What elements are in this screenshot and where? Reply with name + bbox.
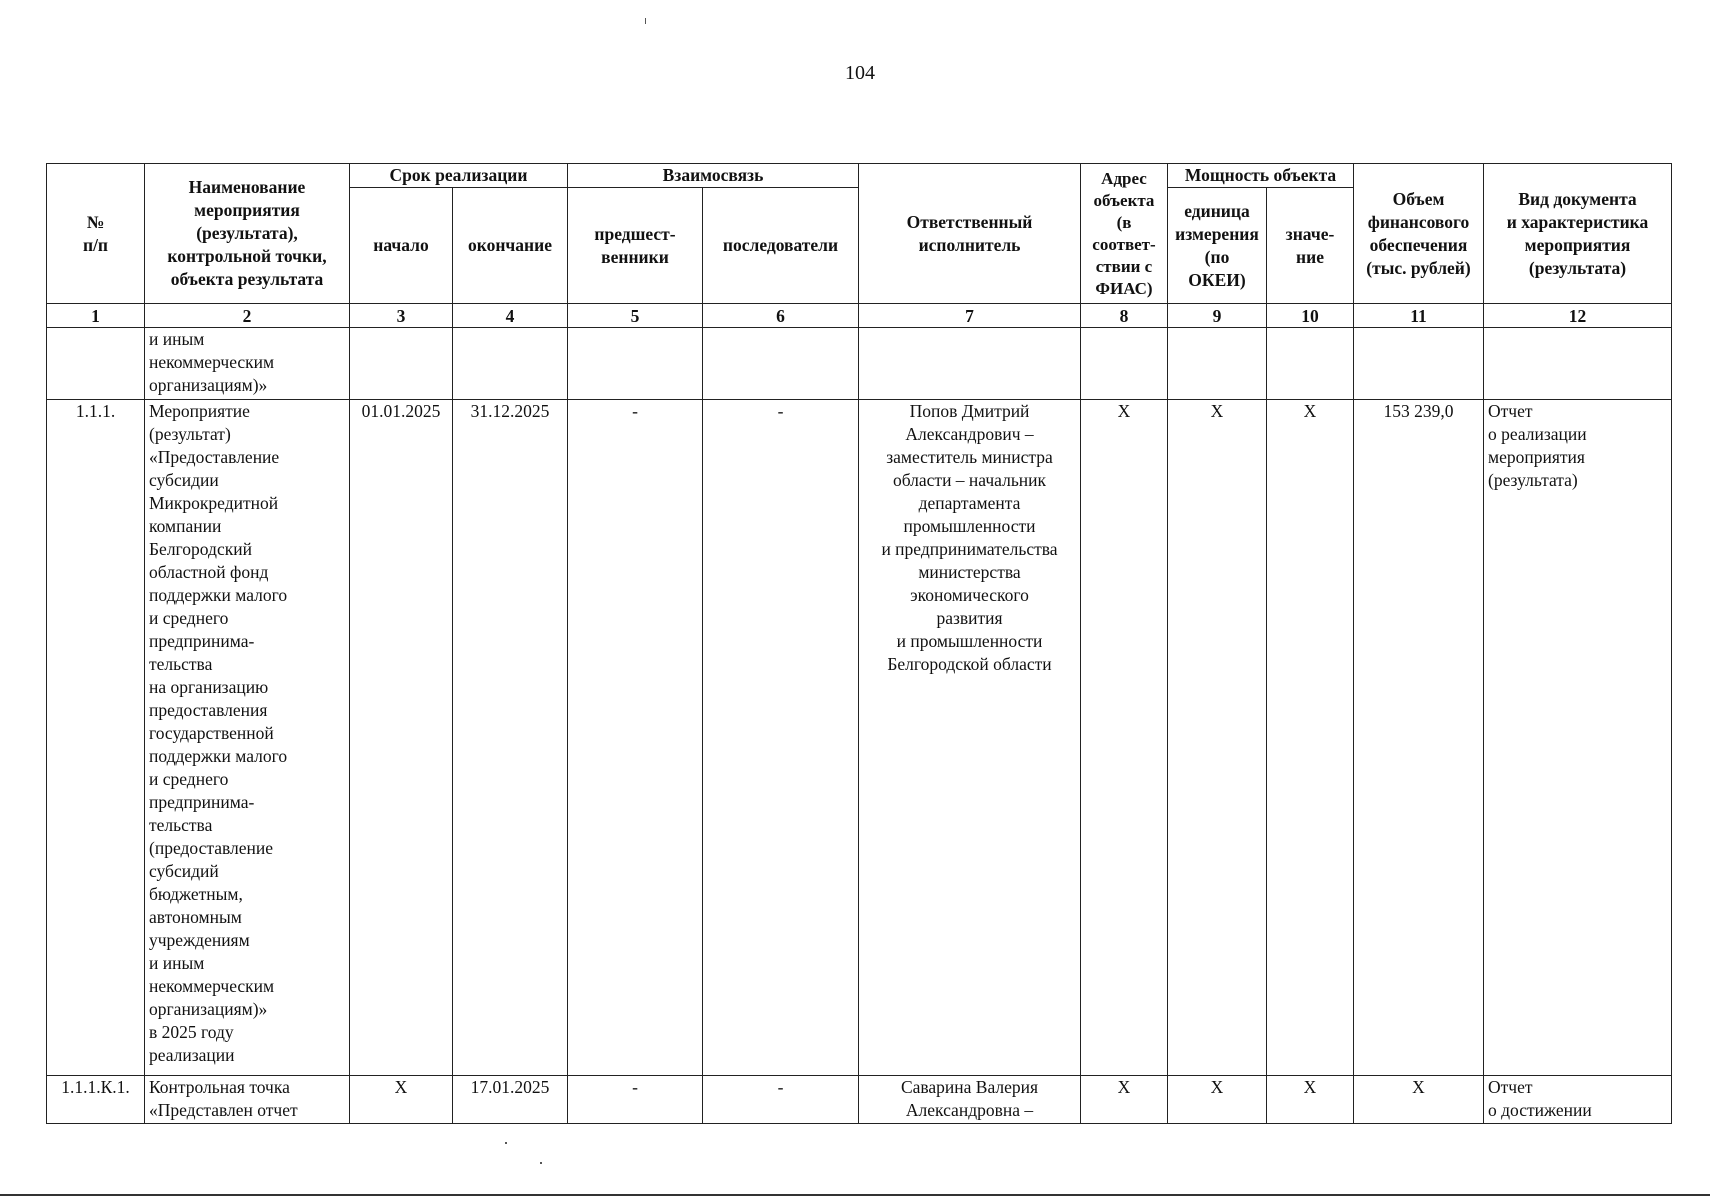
cell-document — [1484, 328, 1672, 400]
cell-responsible: Попов Дмитрий Александрович – заместитель министра области – начальник департамента промышленности и предпринимательства министерства экономического развития и промышленности Белгородской области — [859, 400, 1081, 1076]
cell-predecessors — [568, 328, 703, 400]
cell-predecessors: - — [568, 400, 703, 1076]
cell-predecessors: - — [568, 1076, 703, 1124]
table-row — [47, 1076, 1672, 1124]
cell-unit — [1168, 328, 1267, 400]
cell-value: X — [1267, 400, 1354, 1076]
cell-name: и иным некоммерческим организациям)» — [145, 328, 350, 400]
column-number: 8 — [1081, 304, 1168, 328]
header-start: начало — [350, 188, 453, 304]
column-number: 1 — [47, 304, 145, 328]
cell-number: 1.1.1.К.1. — [47, 1076, 145, 1124]
header-finance: Объем финансового обеспечения (тыс. рублей) — [1354, 164, 1484, 304]
cell-number — [47, 328, 145, 400]
column-number: 11 — [1354, 304, 1484, 328]
cell-address: X — [1081, 400, 1168, 1076]
header-unit: единица измерения (по ОКЕИ) — [1168, 188, 1267, 304]
scan-speck — [645, 18, 646, 24]
cell-successors: - — [703, 400, 859, 1076]
header-value: значе- ние — [1267, 188, 1354, 304]
header-capacity-group: Мощность объекта — [1168, 164, 1354, 188]
cell-responsible: Саварина Валерия Александровна – — [859, 1076, 1081, 1124]
cell-unit: X — [1168, 400, 1267, 1076]
cell-address — [1081, 328, 1168, 400]
column-number: 3 — [350, 304, 453, 328]
cell-name: Контрольная точка «Представлен отчет — [145, 1076, 350, 1124]
table-row — [47, 328, 1672, 400]
header-link-group: Взаимосвязь — [568, 164, 859, 188]
column-number: 6 — [703, 304, 859, 328]
bottom-edge-rule — [0, 1194, 1710, 1196]
page-number: 104 — [845, 62, 875, 84]
column-number: 12 — [1484, 304, 1672, 328]
cell-name: Мероприятие (результат) «Предоставление субсидии Микрокредитной компании Белгородский областной фонд поддержки малого и среднего предпринима- тельства на организацию предоставления государственной поддержки малого и среднего предпринима- тельства (предоставление субсидий бюджетным, автономным учреждениям и иным некоммерческим организациям)» в 2025 году реализации — [145, 400, 350, 1076]
cell-successors: - — [703, 1076, 859, 1124]
header-number: № п/п — [47, 164, 145, 304]
header-period-group: Срок реализации — [350, 164, 568, 188]
cell-value: X — [1267, 1076, 1354, 1124]
table-row — [47, 400, 1672, 1076]
scan-speck — [505, 1142, 507, 1144]
header-successors: последователи — [703, 188, 859, 304]
cell-value — [1267, 328, 1354, 400]
cell-start: 01.01.2025 — [350, 400, 453, 1076]
cell-end — [453, 328, 568, 400]
cell-document: Отчет о достижении — [1484, 1076, 1672, 1124]
header-address: Адрес объекта (в соответ- ствии с ФИАС) — [1081, 164, 1168, 304]
cell-successors — [703, 328, 859, 400]
scan-speck — [540, 1162, 542, 1164]
cell-start: X — [350, 1076, 453, 1124]
cell-number: 1.1.1. — [47, 400, 145, 1076]
column-number: 10 — [1267, 304, 1354, 328]
cell-unit: X — [1168, 1076, 1267, 1124]
cell-finance: 153 239,0 — [1354, 400, 1484, 1076]
header-end: окончание — [453, 188, 568, 304]
column-number: 5 — [568, 304, 703, 328]
cell-finance: X — [1354, 1076, 1484, 1124]
cell-end: 31.12.2025 — [453, 400, 568, 1076]
header-name: Наименование мероприятия (результата), контрольной точки, объекта результата — [145, 164, 350, 304]
column-number: 7 — [859, 304, 1081, 328]
header-responsible: Ответственный исполнитель — [859, 164, 1081, 304]
cell-start — [350, 328, 453, 400]
cell-finance — [1354, 328, 1484, 400]
cell-end: 17.01.2025 — [453, 1076, 568, 1124]
column-number: 4 — [453, 304, 568, 328]
plan-table — [46, 163, 1672, 1124]
cell-address: X — [1081, 1076, 1168, 1124]
header-predecessors: предшест- венники — [568, 188, 703, 304]
cell-responsible — [859, 328, 1081, 400]
column-number: 2 — [145, 304, 350, 328]
column-number: 9 — [1168, 304, 1267, 328]
header-document: Вид документа и характеристика мероприятия (результата) — [1484, 164, 1672, 304]
cell-document: Отчет о реализации мероприятия (результата) — [1484, 400, 1672, 1076]
